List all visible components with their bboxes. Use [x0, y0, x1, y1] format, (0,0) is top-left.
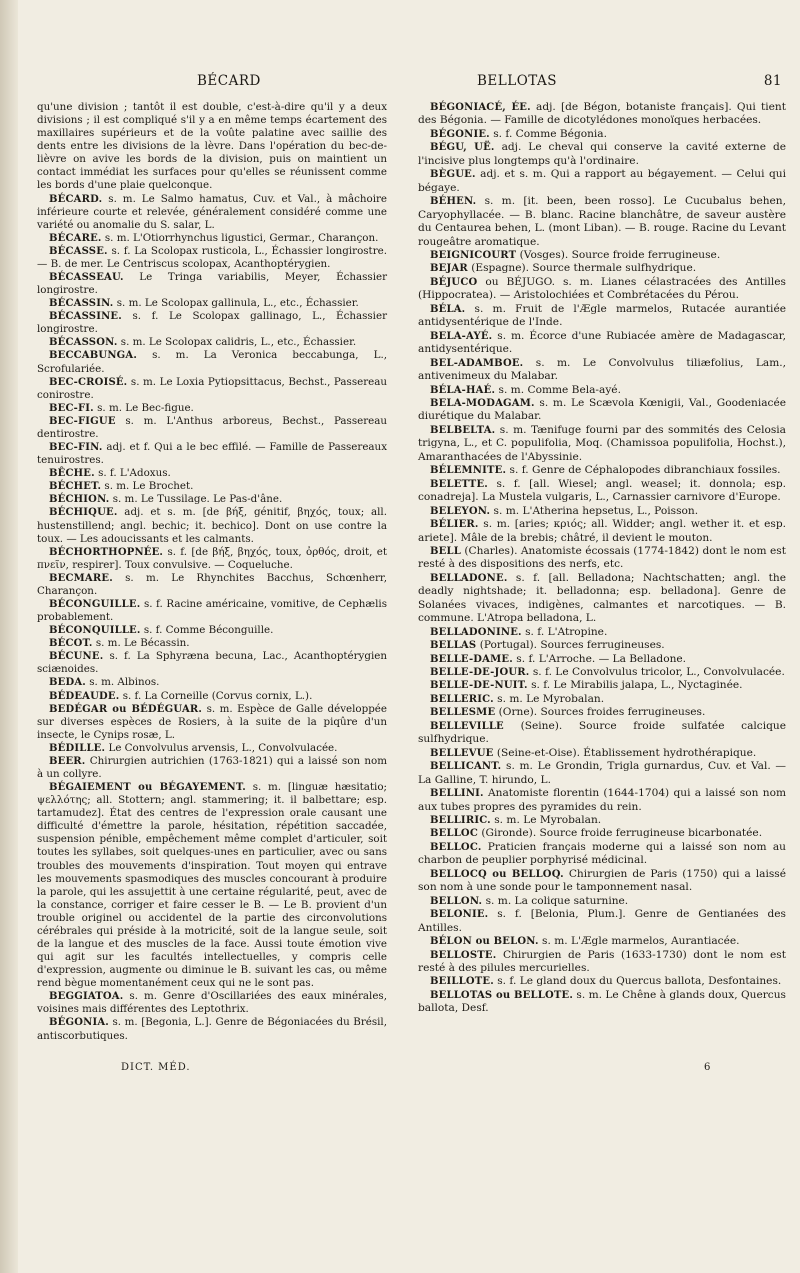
dictionary-entry [418, 478, 786, 505]
entry-headword: BEJAR [430, 263, 468, 275]
entry-definition: (Seine). Source froide sulfatée calcique sulfhydrique. [418, 719, 786, 746]
dictionary-entry [418, 868, 786, 895]
entry-definition: s. f. [all. Belladona; Nachtschatten; angl. the deadly nightshade; it. belladonna; esp. belladona]. Genre de Solanées vivaces, indigènes, calmantes et narcotiques. — B. commune. L'Atropa belladona, L. [418, 571, 786, 625]
entry-headword: BELA-MODAGAM. [430, 397, 535, 409]
dictionary-entry [37, 441, 387, 467]
dictionary-entry [418, 666, 786, 679]
entry-headword: BELLADONE. [430, 572, 508, 584]
dictionary-entry [418, 760, 786, 787]
dictionary-entry [418, 195, 786, 249]
entry-headword: BELLOTAS ou BELLOTE. [430, 989, 574, 1001]
entry-headword: BELLADONINE. [430, 626, 522, 638]
dictionary-entry [418, 908, 786, 935]
entry-headword: BELLOSTE. [430, 949, 497, 961]
dictionary-entry [418, 518, 786, 545]
dictionary-entry [37, 1016, 387, 1042]
entry-definition: s. f. [de βήξ, βηχός, toux, ὀρθός, droit, et πνεῖν, respirer]. Toux convulsive. — Coqueluche. [37, 545, 387, 571]
dictionary-entry [37, 742, 387, 755]
entry-headword: BÉJUCO [430, 276, 478, 288]
entry-headword: BÉDILLE. [49, 742, 106, 754]
entry-definition: s. m. Le Chêne à glands doux, Quercus ballota, Desf. [418, 988, 786, 1015]
dictionary-entry [37, 271, 387, 297]
entry-definition: s. f. [all. Wiesel; angl. weasel; it. donnola; esp. conadreja]. La Mustela vulgaris, L., Carnassier carnivore d'Europe. [418, 477, 786, 504]
dictionary-entry [37, 376, 387, 402]
dictionary-entry [418, 464, 786, 477]
entry-headword: BÉCHORTHOPNÉE. [49, 546, 164, 558]
entry-headword: BEC-FI. [49, 402, 94, 414]
entry-headword: BÉLEMNITE. [430, 465, 507, 477]
entry-headword: BELLEVUE [430, 747, 494, 759]
dictionary-entry [418, 626, 786, 639]
dictionary-entry [37, 193, 387, 232]
entry-definition: s. m. L'Anthus arboreus, Bechst., Passereau dentirostre. [37, 414, 387, 440]
dictionary-entry [37, 402, 387, 415]
entry-headword: BÉGAIEMENT ou BÉGAYEMENT. [49, 782, 246, 794]
entry-headword: BEDÉGAR ou BÉDÉGUAR. [49, 703, 203, 715]
entry-headword: BELETTE. [430, 478, 488, 490]
entry-headword: BEGGIATOA. [49, 991, 124, 1003]
dictionary-entry [37, 676, 387, 689]
dictionary-entry [418, 168, 786, 195]
dictionary-entry [37, 572, 387, 598]
dictionary-entry [37, 546, 387, 572]
dictionary-entry [37, 990, 387, 1016]
dictionary-entry [418, 303, 786, 330]
entry-definition: s. m. L'Ægle marmelos, Aurantiacée. [538, 935, 740, 948]
dictionary-entry [418, 330, 786, 357]
entry-definition: (Seine-et-Oise). Établissement hydrothérapique. [493, 746, 757, 759]
entry-headword: BEIGNICOURT [430, 249, 517, 261]
entry-definition: s. m. Le Salmo hamatus, Cuv. et Val., à mâchoire inférieure courte et relevée, généralement considéré comme une variété ou anomalie du S. salar, L. [37, 192, 387, 231]
entry-definition: adj. et f. Qui a le bec effilé. — Famille de Passereaux tenuirostres. [37, 441, 387, 467]
entry-definition: s. m. Le Bec-figue. [93, 401, 194, 414]
entry-headword: BEL-ADAMBOE. [430, 357, 524, 369]
entry-headword: BÉCONQUILLE. [49, 625, 141, 637]
dictionary-entry [418, 384, 786, 397]
entry-definition: s. m. [Begonia, L.]. Genre de Bégoniacées du Brésil, antiscorbutiques. [37, 1016, 387, 1042]
entry-headword: BÉCASSE. [49, 245, 108, 257]
dictionary-entry [418, 505, 786, 518]
dictionary-entry [37, 101, 387, 193]
entry-definition: s. f. [Belonia, Plum.]. Genre de Gentianées des Antilles. [418, 908, 786, 934]
entry-headword: BÉGONIA. [49, 1017, 109, 1029]
entry-headword: BELA-AYÉ. [430, 330, 493, 342]
entry-definition: adj. [de Bégon, botaniste français]. Qui tient des Bégonia. — Famille de dicotylédones monoïques herbacées. [418, 101, 787, 127]
entry-definition: s. m. Le Scævola Kœnigii, Val., Goodeniacée diurétique du Malabar. [418, 396, 786, 423]
entry-headword: BÉGU, UË. [430, 142, 495, 154]
entry-definition: (Vosges). Source froide ferrugineuse. [516, 248, 721, 261]
entry-headword: BÉCARD. [49, 193, 103, 205]
entry-definition: Praticien français moderne qui a laissé son nom au charbon de peuplier porphyrisé médicinal. [418, 840, 786, 867]
entry-headword: BÉCASSEAU. [49, 272, 124, 284]
dictionary-entry [37, 415, 387, 441]
entry-headword: BELLOC. [430, 841, 482, 853]
entry-headword: BELLIRIC. [430, 815, 491, 827]
entry-definition: s. f. Racine américaine, vomitive, de Cephælis probablement. [37, 597, 387, 624]
entry-headword: BELONIE. [430, 909, 489, 921]
entry-definition: Chirurgien de Paris (1633-1730) dont le nom est resté à des pilules mercurielles. [418, 948, 786, 974]
entry-definition: s. m. Le Scolopax calidris, L., etc., Échassier. [117, 336, 357, 349]
dictionary-entry [418, 101, 786, 128]
entry-definition: adj. Le cheval qui conserve la cavité externe de l'incisive plus longtemps qu'à l'ordinaire. [418, 141, 786, 167]
entry-definition: s. m. Espèce de Galle développée sur diverses espèces de Rosiers, à la suite de la piqûre d'un insecte, le Cynips rosæ, L. [37, 702, 387, 741]
dictionary-entry [418, 424, 786, 464]
entry-definition: s. f. Le Convolvulus tricolor, L., Convolvulacée. [529, 666, 785, 679]
dictionary-entry [418, 545, 786, 572]
entry-headword: BELLEVILLE [430, 720, 504, 732]
right-column [418, 101, 786, 1016]
entry-headword: BEC-FIN. [49, 442, 103, 454]
entry-definition: s. m. Le Myrobalan. [493, 692, 605, 705]
entry-definition: s. f. Comme Bégonia. [489, 127, 607, 140]
entry-definition: s. f. Le gland doux du Quercus ballota, Desfontaines. [493, 975, 782, 988]
entry-headword: BELLICANT. [430, 761, 502, 773]
entry-definition: s. m. Le Grondin, Trigla gurnardus, Cuv. et Val. — La Galline, T. hirundo, L. [418, 760, 786, 786]
entry-definition: Anatomiste florentin (1644-1704) qui a laissé son nom aux tubes propres des pyramides du rein. [418, 787, 786, 813]
dictionary-entry [418, 128, 786, 141]
entry-headword: BÉCONGUILLE. [49, 598, 141, 610]
dictionary-entry [418, 262, 786, 275]
dictionary-entry [37, 650, 387, 676]
entry-headword: BELLOCQ ou BELLOQ. [430, 868, 564, 880]
dictionary-entry [37, 781, 387, 990]
dictionary-entry [418, 693, 786, 706]
dictionary-entry [418, 639, 786, 652]
running-header [40, 73, 786, 95]
entry-definition: s. m. Fruit de l'Ægle marmelos, Rutacée aurantiée antidysentérique de l'Inde. [418, 302, 786, 329]
dictionary-entry [418, 276, 786, 303]
entry-headword: BELLE-DE-NUIT. [430, 680, 528, 692]
dictionary-entry [418, 653, 786, 666]
entry-definition: s. f. L'Adoxus. [94, 467, 171, 480]
entry-definition: s. m. Albinos. [86, 676, 160, 689]
entry-definition: s. m. [aries; κριός; all. Widder; angl. wether it. et esp. ariete]. Mâle de la brebis; châtré, il devient le mouton. [418, 518, 786, 544]
entry-definition: s. m. Le Convolvulus tiliæfolius, Lam., antivenimeux du Malabar. [418, 356, 786, 383]
dictionary-entry [37, 637, 387, 650]
entry-headword: BELLON. [430, 895, 483, 907]
entry-definition: (Espagne). Source thermale sulfhydrique. [467, 262, 697, 275]
dictionary-entry [418, 787, 786, 814]
footer-gathering-number: 6 [704, 1062, 712, 1073]
entry-definition: adj. et s. m. Qui a rapport au bégayement. — Celui qui bégaye. [418, 168, 786, 194]
entry-definition: adj. et s. m. [de βήξ, génitif, βηχός, toux; all. hustenstillend; angl. bechic; it. bechico]. Dont on use contre la toux. — Les adoucissants et les calmants. [37, 506, 387, 545]
entry-headword: BELBELTA. [430, 424, 496, 436]
entry-headword: BÉCHIQUE. [49, 507, 118, 519]
entry-definition: Chirurgien autrichien (1763-1821) qui a laissé son nom à un collyre. [37, 754, 387, 780]
dictionary-entry [37, 467, 387, 480]
entry-headword: BÉCUNE. [49, 651, 104, 663]
page-number: 81 [763, 73, 782, 89]
entry-headword: BÉLIER. [430, 519, 479, 531]
entry-definition: ou BÉJUGO. s. m. Lianes célastracées des Antilles (Hippocratea). — Aristolochiées et Combrétacées du Pérou. [418, 275, 786, 302]
dictionary-entry [37, 480, 387, 493]
entry-definition: Le Tringa variabilis, Meyer, Échassier longirostre. [37, 271, 387, 297]
entry-definition: s. m. Comme Bela-ayé. [495, 383, 621, 396]
entry-definition: s. m. Écorce d'une Rubiacée amère de Madagascar, antidysentérique. [418, 329, 786, 356]
entry-headword: BELLE-DE-JOUR. [430, 667, 530, 679]
entry-headword: BELL [430, 545, 461, 557]
entry-headword: BÉCOT. [49, 638, 93, 650]
entry-headword: BÉGONIACÉ, ÉE. [430, 102, 531, 113]
entry-headword: BÉLA-HAÉ. [430, 384, 496, 396]
dictionary-entry [37, 349, 387, 375]
dictionary-entry [37, 755, 387, 781]
dictionary-entry [37, 493, 387, 506]
dictionary-entry [37, 598, 387, 624]
entry-headword: BÉCASSIN. [49, 298, 114, 310]
footer-signature: DICT. MÉD. [121, 1062, 191, 1073]
dictionary-entry [418, 895, 786, 908]
entry-definition: s. f. La Sphyræna becuna, Lac., Acanthoptérygien sciænoides. [37, 650, 387, 676]
entry-headword: BÈGUE. [430, 169, 476, 181]
entry-definition: (Charles). Anatomiste écossais (1774-1842) dont le nom est resté à des dispositions des nerfs, etc. [418, 544, 786, 571]
dictionary-entry [418, 827, 786, 840]
dictionary-entry [37, 703, 387, 742]
entry-headword: BEC-CROISÉ. [49, 376, 128, 388]
entry-definition: s. m. La Veronica beccabunga, L., Scrofulariée. [37, 349, 387, 375]
entry-definition: (Gironde). Source froide ferrugineuse bicarbonatée. [478, 827, 763, 840]
entry-headword: BECMARE. [49, 572, 113, 584]
entry-headword: BELLERIC. [430, 693, 494, 705]
entry-headword: BÊCHE. [49, 468, 95, 480]
entry-headword: BELEYON. [430, 505, 491, 517]
dictionary-entry [37, 310, 387, 336]
dictionary-entry [418, 397, 786, 424]
dictionary-entry [418, 679, 786, 692]
dictionary-entry [37, 506, 387, 545]
entry-headword: BÉCASSINE. [49, 311, 122, 323]
entry-headword: BEILLOTE. [430, 976, 494, 988]
entry-definition: s. f. La Scolopax rusticola, L., Échassier longirostre. — B. de mer. Le Centriscus scolopax, Acanthoptérygien. [37, 244, 387, 270]
entry-definition: s. f. Genre de Céphalopodes dibranchiaux fossiles. [506, 464, 781, 477]
dictionary-entry [418, 841, 786, 868]
entry-definition: s. m. La colique saturnine. [482, 894, 629, 907]
entry-headword: BELLESME [430, 707, 496, 719]
entry-definition: s. f. L'Atropine. [521, 625, 608, 638]
entry-definition: Chirurgien de Paris (1750) qui a laissé son nom à une sonde pour le tamponnement nasal. [418, 867, 786, 894]
entry-definition: s. m. Le Tussilage. Le Pas-d'âne. [109, 493, 283, 506]
entry-headword: BELLE-DAME. [430, 653, 513, 665]
entry-definition: qu'une division ; tantôt il est double, c'est-à-dire qu'il y a deux divisions ; il est compliqué s'il y a en même temps écartement des maxillaires supérieurs et de la voûte palatine avec saillie des dents entre les divisions de la lèvre. Dans l'opération du bec-de-lièvre on avive les bords de la division, puis on maintient un contact immédiat les surfaces pour qu'elles se réunissent comme les bords d'une plaie quelconque. [37, 101, 387, 192]
dictionary-entry [37, 245, 387, 271]
dictionary-entry [418, 357, 786, 384]
entry-headword: BEER. [49, 755, 86, 767]
entry-definition: s. m. Le Rhynchites Bacchus, Schœnherr, Charançon. [37, 571, 387, 597]
entry-headword: BECCABUNGA. [49, 350, 138, 362]
entry-definition: s. f. Le Mirabilis jalapa, L., Nyctaginée. [527, 679, 743, 692]
entry-headword: BELLAS [430, 640, 477, 652]
entry-definition: s. f. Le Scolopax gallinago, L., Échassier longirostre. [37, 310, 387, 336]
entry-definition: s. m. Le Loxia Pytiopsittacus, Bechst., Passereau conirostre. [37, 375, 387, 401]
binding-gutter [0, 0, 18, 1273]
dictionary-entry [418, 249, 786, 262]
entry-definition: (Orne). Sources froides ferrugineuses. [495, 706, 706, 719]
entry-definition: s. m. Tænifuge fourni par des sommités des Celosia trigyna, L., et C. populifolia, Moq. (Chamissoa populifolia, Hochst.), Amaranthacées de l'Abyssinie. [418, 423, 786, 463]
dictionary-entry [418, 989, 786, 1016]
dictionary-entry [418, 706, 786, 719]
entry-headword: BELLOC [430, 828, 479, 840]
header-left-guideword: BÉCARD [197, 73, 261, 89]
dictionary-entry [418, 935, 786, 948]
dictionary-entry [418, 975, 786, 988]
entry-definition: s. m. L'Atherina hepsetus, L., Poisson. [490, 504, 699, 517]
dictionary-entry [418, 572, 786, 626]
header-right-guideword: BELLOTAS [477, 73, 558, 89]
entry-definition: s. f. Comme Béconguille. [140, 624, 274, 637]
entry-headword: BÉGONIE. [430, 128, 490, 140]
dictionary-entry [37, 297, 387, 310]
entry-headword: BEDA. [49, 677, 86, 689]
entry-definition: s. f. La Corneille (Corvus cornix, L.). [119, 689, 313, 702]
entry-definition: Le Convolvulus arvensis, L., Convolvulacée. [105, 741, 338, 754]
entry-definition: s. m. Le Brochet. [101, 480, 194, 493]
entry-headword: BÉDEAUDE. [49, 690, 120, 702]
dictionary-entry [37, 232, 387, 245]
entry-headword: BEC-FIGUE [49, 415, 116, 427]
entry-headword: BÉLA. [430, 303, 466, 315]
entry-definition: s. m. Genre d'Oscillariées des eaux minérales, voisines mais différentes des Leptothrix. [37, 990, 387, 1016]
entry-definition: s. f. L'Arroche. — La Belladone. [512, 652, 687, 665]
entry-headword: BELLINI. [430, 788, 484, 800]
dictionary-entry [418, 814, 786, 827]
dictionary-entry [37, 690, 387, 703]
dictionary-entry [418, 949, 786, 976]
dictionary-entry [37, 624, 387, 637]
entry-headword: BÉLON ou BELON. [430, 936, 539, 948]
entry-definition: s. m. Le Bécassin. [92, 637, 190, 650]
dictionary-entry [418, 747, 786, 760]
dictionary-entry [37, 336, 387, 349]
entry-definition: s. m. Le Scolopax gallinula, L., etc., Échassier. [113, 297, 359, 310]
entry-headword: BÉCHION. [49, 494, 110, 506]
entry-definition: s. m. [it. been, been rosso]. Le Cucubalus behen, Caryophyllacée. — B. blanc. Racine blanchâtre, de saveur austère du Centaurea behen, L. (mont Liban). — B. rouge. Racine du Levant rougeâtre aromatique. [418, 195, 786, 248]
entry-definition: (Portugal). Sources ferrugineuses. [476, 639, 665, 652]
dictionary-entry [418, 141, 786, 168]
entry-headword: BÉCHET. [49, 481, 102, 493]
entry-headword: BÉCASSON. [49, 337, 118, 349]
dictionary-entry [418, 720, 786, 747]
entry-headword: BÉCARE. [49, 232, 102, 244]
entry-headword: BÉHEN. [430, 196, 477, 208]
left-column [37, 101, 387, 1043]
entry-definition: s. m. [linguæ hæsitatio; ψελλότης; all. Stottern; angl. stammering; it. il balbettare; esp. tartamudez]. État des centres de l'expression orale causant une difficulté d'émettre la parole, hésitation, répétition saccadée, suspension pénible, empêchement même complet d'articuler, soit toutes les syllabes, soit quelques-unes en particulier, avec ou sans troubles des mouvements d'inspiration. Tout moyen qui entrave les mouvements spasmodiques des muscles concourant à produire la parole, qui les assujettit à une certaine régularité, peut, avec de la constance, corriger et faire cesser le B. — Le B. provient d'un trouble originel ou accidentel de la partie des circonvolutions cérébrales qui préside à la motricité, soit de la langue seule, soit de la langue et des muscles de la face. Aussi toute émotion vive qui agit sur les facultés intellectuelles, y compris celle d'expression, augmente ou diminue le B. suivant les cas, ou même rend bègue momentanément ceux qui ne le sont pas. [37, 781, 387, 990]
entry-definition: s. m. Le Myrobalan. [490, 814, 602, 827]
entry-definition: s. m. L'Otiorrhynchus ligustici, Germar., Charançon. [101, 231, 379, 244]
